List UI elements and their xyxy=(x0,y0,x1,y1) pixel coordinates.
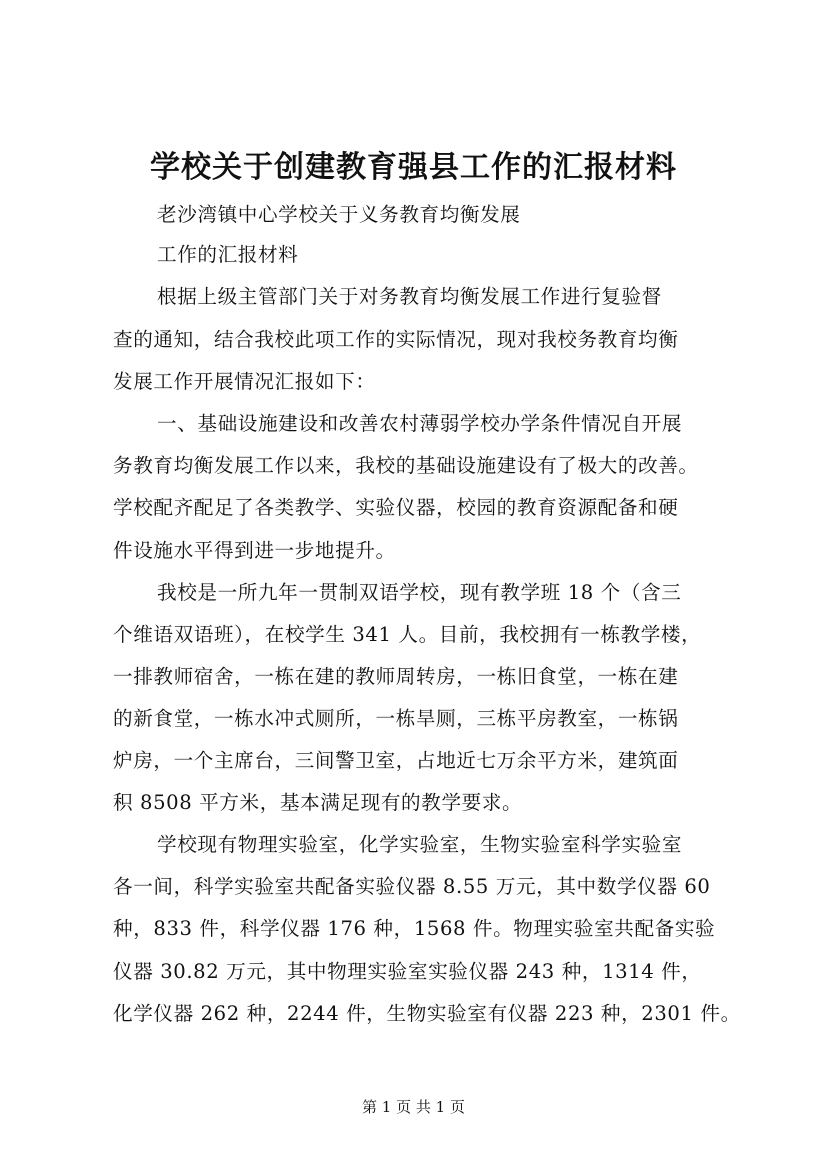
page-number-footer: 第 1 页 共 1 页 xyxy=(362,1098,465,1116)
paragraph-line: 我校是一所九年一贯制双语学校，现有教学班 18 个（含三 xyxy=(157,581,682,604)
paragraph-line: 种，833 件，科学仪器 176 种，1568 件。物理实验室共配备实验 xyxy=(113,917,716,940)
paragraph-line: 积 8508 平方米，基本满足现有的教学要求。 xyxy=(113,791,523,814)
document-title: 学校关于创建教育强县工作的汇报材料 xyxy=(150,150,677,185)
paragraph-line: 化学仪器 262 种，2244 件，生物实验室有仪器 223 种，2301 件。 xyxy=(113,1002,741,1025)
paragraph-line: 查的通知，结合我校此项工作的实际情况，现对我校务教育均衡 xyxy=(113,328,679,351)
paragraph-line: 各一间，科学实验室共配备实验仪器 8.55 万元，其中数学仪器 60 xyxy=(113,875,711,898)
paragraph-line: 学校配齐配足了各类教学、实验仪器，校园的教育资源配备和硬 xyxy=(113,496,679,519)
paragraph-line: 件设施水平得到进一步地提升。 xyxy=(113,539,396,562)
paragraph-line: 根据上级主管部门关于对务教育均衡发展工作进行复验督 xyxy=(157,285,662,308)
paragraph-line: 一、基础设施建设和改善农村薄弱学校办学条件情况自开展 xyxy=(157,412,683,435)
paragraph-line: 发展工作开展情况汇报如下： xyxy=(113,370,376,393)
subtitle-line-2: 工作的汇报材料 xyxy=(157,243,299,266)
paragraph-line: 炉房，一个主席台，三间警卫室，占地近七万余平方米，建筑面 xyxy=(113,749,679,772)
paragraph-line: 务教育均衡发展工作以来，我校的基础设施建设有了极大的改善。 xyxy=(113,454,699,477)
paragraph-line: 个维语双语班），在校学生 341 人。目前，我校拥有一栋教学楼， xyxy=(113,623,702,646)
paragraph-line: 的新食堂，一栋水冲式厕所，一栋旱厕，三栋平房教室，一栋锅 xyxy=(113,707,679,730)
paragraph-line: 一排教师宿舍，一栋在建的教师周转房，一栋旧食堂，一栋在建 xyxy=(113,665,679,688)
subtitle-line-1: 老沙湾镇中心学校关于义务教育均衡发展 xyxy=(157,203,521,226)
paragraph-line: 仪器 30.82 万元，其中物理实验室实验仪器 243 种，1314 件， xyxy=(113,960,702,983)
paragraph-line: 学校现有物理实验室，化学实验室，生物实验室科学实验室 xyxy=(157,833,683,856)
